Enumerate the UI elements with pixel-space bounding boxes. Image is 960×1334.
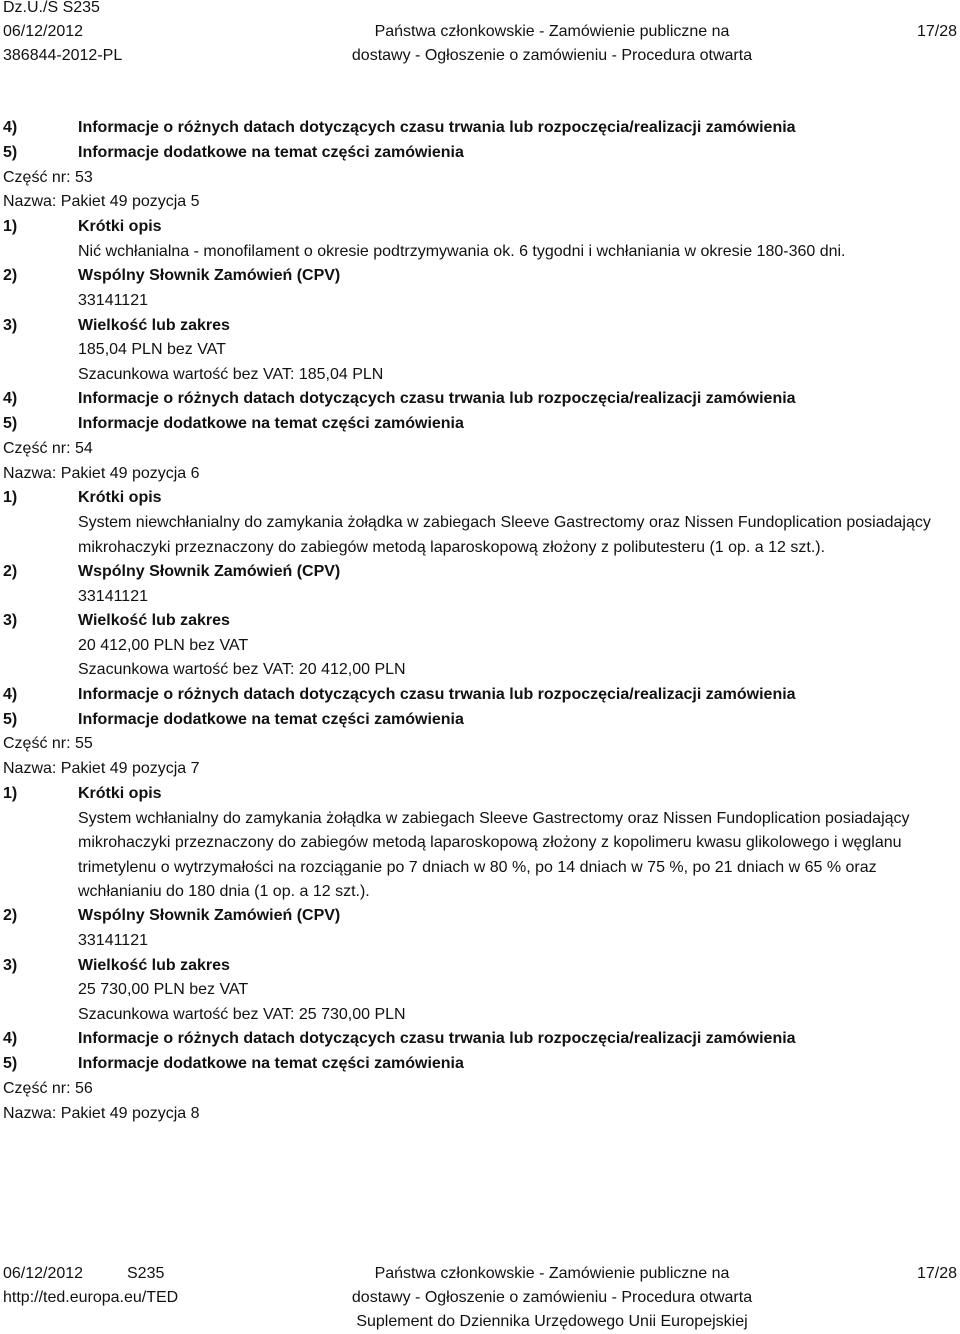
section-cpv: 2) Wspólny Słownik Zamówień (CPV) xyxy=(3,267,341,285)
section-quantity: 3) Wielkość lub zakres xyxy=(3,316,230,334)
section-additional-info: 5) Informacje dodatkowe na temat części zamówienia xyxy=(3,1055,464,1073)
part-number: Część nr: 53 xyxy=(3,168,93,186)
part-name: Nazwa: Pakiet 49 pozycja 7 xyxy=(3,760,200,778)
header-title-line2: dostawy - Ogłoszenie o zamówieniu - Procedura otwarta xyxy=(351,47,753,64)
footer-page-number: 17/28 xyxy=(916,1265,957,1282)
description-text: System wchłanialny do zamykania żołądka w zabiegach Sleeve Gastrectomy oraz Nissen Fundoplication posiadający mikrohaczyki przeznaczony do zabiegów metodą laparoskopową złożony z kopolimeru kwasu glikolowego i węglanu trimetylenu o wytrzymałości na rozciąganie po 7 dniach w 80 %, po 14 dniach w 75 %, po 21 dniach w 65 % oraz wchłanianiu do 180 dnia (1 op. a 12 szt.). xyxy=(78,809,910,901)
cpv-code: 33141121 xyxy=(78,292,148,310)
quantity-value: 25 730,00 PLN bez VAT xyxy=(78,981,249,999)
footer-title-line2: dostawy - Ogłoszenie o zamówieniu - Procedura otwarta xyxy=(351,1289,753,1306)
section-dates: 4) Informacje o różnych datach dotyczących czasu trwania lub rozpoczęcia/realizacji zamówienia xyxy=(3,119,796,136)
part-name: Nazwa: Pakiet 49 pozycja 5 xyxy=(3,193,200,211)
page-footer xyxy=(0,1262,960,1334)
section-short-description: 1) Krótki opis xyxy=(3,218,162,236)
footer-series: S235 xyxy=(127,1265,165,1282)
section-additional-info: 5) Informacje dodatkowe na temat części zamówienia xyxy=(3,143,464,161)
section-dates: 4) Informacje o różnych datach dotyczących czasu trwania lub rozpoczęcia/realizacji zamówienia xyxy=(3,685,796,703)
section-quantity: 3) Wielkość lub zakres xyxy=(3,612,230,630)
footer-url: http://ted.europa.eu/TED xyxy=(3,1289,179,1306)
estimated-value: Szacunkowa wartość bez VAT: 20 412,00 PLN xyxy=(78,661,406,679)
part-number: Część nr: 56 xyxy=(3,1079,93,1097)
footer-date: 06/12/2012 xyxy=(3,1265,84,1282)
estimated-value: Szacunkowa wartość bez VAT: 185,04 PLN xyxy=(78,365,384,383)
section-additional-info: 5) Informacje dodatkowe na temat części zamówienia xyxy=(3,415,464,432)
section-cpv: 2) Wspólny Słownik Zamówień (CPV) xyxy=(3,907,341,925)
page-header xyxy=(0,0,960,70)
section-short-description: 1) Krótki opis xyxy=(3,785,162,802)
part-number: Część nr: 54 xyxy=(3,439,93,457)
description-text: Nić wchłanialna - monofilament o okresie podtrzymywania ok. 6 tygodni i wchłaniania w okresie 180-360 dni. xyxy=(78,242,846,260)
notice-ref: 386844-2012-PL xyxy=(3,47,123,64)
section-dates: 4) Informacje o różnych datach dotyczących czasu trwania lub rozpoczęcia/realizacji zamówienia xyxy=(3,390,796,408)
header-page-number: 17/28 xyxy=(916,23,957,40)
estimated-value: Szacunkowa wartość bez VAT: 25 730,00 PLN xyxy=(78,1005,406,1023)
document-body xyxy=(3,116,958,1126)
part-name: Nazwa: Pakiet 49 pozycja 6 xyxy=(3,464,200,482)
section-additional-info: 5) Informacje dodatkowe na temat części zamówienia xyxy=(3,710,464,728)
section-quantity: 3) Wielkość lub zakres xyxy=(3,956,230,974)
quantity-value: 20 412,00 PLN bez VAT xyxy=(78,637,249,654)
section-short-description: 1) Krótki opis xyxy=(3,489,162,507)
part-name: Nazwa: Pakiet 49 pozycja 8 xyxy=(3,1104,200,1122)
part-number: Część nr: 55 xyxy=(3,735,93,753)
section-dates: 4) Informacje o różnych datach dotyczących czasu trwania lub rozpoczęcia/realizacji zamówienia xyxy=(3,1030,796,1048)
description-text: System niewchłanialny do zamykania żołądka w zabiegach Sleeve Gastrectomy oraz Nissen Fundoplication posiadający mikrohaczyki przeznaczony do zabiegów metodą laparoskopową złożony z polibutesteru (1 op. a 12 szt.). xyxy=(78,514,931,556)
footer-title-line3: Suplement do Dziennika Urzędowego Unii Europejskiej xyxy=(356,1313,748,1330)
journal-ref: Dz.U./S S235 xyxy=(3,0,100,16)
header-date: 06/12/2012 xyxy=(3,23,84,40)
header-title-line1: Państwa członkowskie - Zamówienie publiczne na xyxy=(374,23,730,40)
quantity-value: 185,04 PLN bez VAT xyxy=(78,341,226,359)
cpv-code: 33141121 xyxy=(78,932,148,950)
section-cpv: 2) Wspólny Słownik Zamówień (CPV) xyxy=(3,563,341,580)
footer-title-line1: Państwa członkowskie - Zamówienie publiczne na xyxy=(374,1265,730,1282)
cpv-code: 33141121 xyxy=(78,587,148,605)
